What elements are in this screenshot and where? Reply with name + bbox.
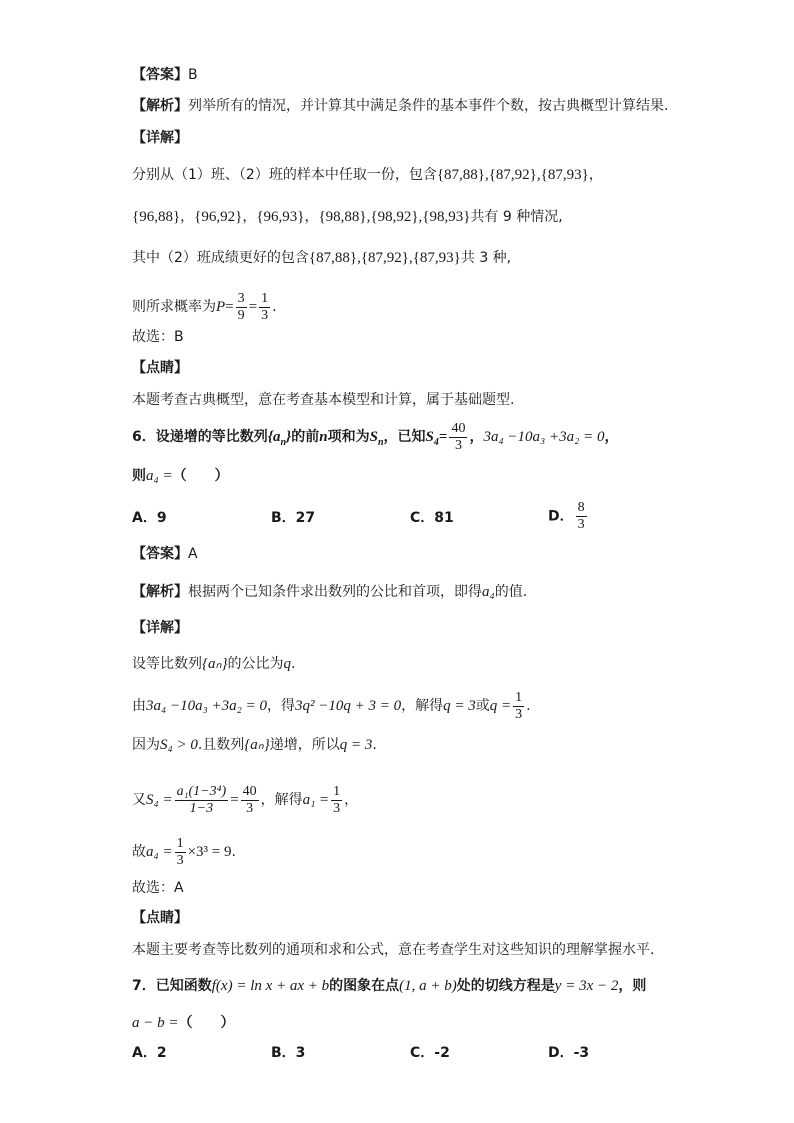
denominator: 3	[454, 437, 462, 453]
math-a4: a₄	[482, 584, 495, 600]
numerator: 8	[577, 500, 585, 515]
text: 故	[132, 844, 146, 860]
q6-comment-tag	[132, 908, 188, 928]
math: 3q² −10q + 3 = 0	[295, 698, 402, 714]
q6-detail-line-2	[132, 684, 531, 728]
numerator: 3	[237, 290, 245, 306]
denominator: 3	[577, 517, 585, 532]
text: ，已知	[383, 429, 426, 445]
denominator: 3	[246, 800, 254, 816]
numerator: 40	[451, 420, 466, 436]
text: （ ）	[172, 468, 229, 484]
q5-choice	[132, 327, 184, 347]
denominator: 1−3	[189, 800, 214, 816]
text: 或	[475, 698, 490, 714]
answer-tag: 【答案】	[132, 67, 188, 83]
detail-tag: 【详解】	[132, 130, 188, 146]
text: 6．设递增的等比数列	[132, 429, 268, 445]
answer-value: A	[188, 546, 198, 562]
answer-value: B	[188, 67, 198, 83]
comment-text: 本题主要考查等比数列的通项和求和公式，意在考查学生对这些知识的理解掌握水平.	[132, 942, 655, 958]
text: 分别从（1）班、（2）班的样本中任取一份，包含	[132, 167, 437, 183]
math-set: {96,92}	[194, 209, 243, 225]
math-set: {96,93}	[256, 209, 305, 225]
text: ，	[469, 429, 484, 445]
text: .	[526, 698, 531, 714]
text: 项和为	[327, 429, 370, 445]
s: S	[425, 429, 434, 445]
sep: ，	[242, 209, 257, 225]
numerator: 1	[515, 689, 523, 705]
math: ×3³ = 9	[187, 844, 232, 860]
math-eq: =	[248, 299, 258, 315]
q6-detail-line-5	[132, 830, 236, 874]
q5-detail-line-2	[132, 207, 563, 227]
math-p: P	[216, 299, 226, 315]
sep: ，	[304, 209, 319, 225]
seq-end: }	[286, 429, 292, 445]
q6-analysis-line	[132, 582, 527, 602]
math: a − b =	[132, 1015, 179, 1031]
comment-tag: 【点睛】	[132, 360, 188, 376]
q5-analysis-line	[132, 96, 668, 116]
numerator: 1	[176, 835, 184, 851]
math: q = 3	[443, 698, 476, 714]
q6-options	[132, 500, 692, 540]
fraction	[331, 784, 342, 817]
math-sets: {87,88},{87,92},{87,93}	[436, 167, 589, 183]
math-set: {96,88}	[132, 209, 181, 225]
numerator: a₁(1−3⁴)	[176, 783, 227, 799]
option-b[interactable]: B．27	[271, 510, 316, 526]
math-point: (1, a + b)	[399, 978, 457, 994]
text: 又	[132, 792, 146, 808]
choice-text: 故选：A	[132, 880, 184, 896]
option-b[interactable]: B．3	[271, 1045, 306, 1061]
analysis-tag: 【解析】	[132, 584, 188, 600]
sub: 4	[433, 437, 439, 448]
text: 则所求概率为	[132, 299, 216, 315]
seq: {a	[267, 429, 281, 445]
text: （ ）	[178, 1015, 235, 1031]
text: .	[231, 844, 236, 860]
math: a₁ =	[302, 792, 330, 808]
text: 共 3 种,	[460, 250, 512, 266]
math-line: y = 3x − 2	[554, 978, 619, 994]
fraction	[513, 690, 524, 723]
text: .	[272, 299, 277, 315]
numerator: 1	[333, 783, 341, 799]
math: q =	[489, 698, 512, 714]
math: a₄ =	[146, 844, 173, 860]
text: 共有 9 种情况,	[470, 209, 563, 225]
math-cond: 3a₄ −10a₃ +3a₂ = 0	[483, 429, 605, 445]
text: 的公比为	[227, 656, 284, 672]
fraction	[449, 421, 467, 454]
q6-choice	[132, 878, 184, 898]
analysis-text: 列举所有的情况，并计算其中满足条件的基本事件个数，按古典概型计算结果.	[188, 98, 669, 114]
text: ，	[588, 167, 603, 183]
text: .且数列	[197, 737, 245, 753]
math-func: f(x) = ln x + ax + b	[211, 978, 330, 994]
text: 因为	[132, 737, 160, 753]
q5-comment-tag	[132, 358, 188, 378]
q7-stem-line-1	[132, 976, 646, 996]
text: 递增，所以	[269, 737, 340, 753]
sub: n	[377, 437, 384, 448]
math: 3a₄ −10a₃ +3a₂ = 0	[146, 698, 268, 714]
q5-detail-line-3	[132, 248, 511, 268]
q6-detail-line-1	[132, 654, 295, 674]
q6-stem-line-1	[132, 415, 618, 465]
q5-detail-line-4	[132, 285, 277, 329]
math-eq: =	[225, 299, 234, 315]
sub: n	[280, 437, 287, 448]
math-eq: =	[438, 429, 448, 445]
sep: ，	[180, 209, 195, 225]
q6-comment	[132, 940, 654, 960]
q6-detail-line-3	[132, 735, 377, 755]
text: 其中（2）班成绩更好的包含	[132, 250, 309, 266]
math-n: n	[319, 429, 328, 445]
q6-answer-line	[132, 544, 198, 564]
denominator: 3	[261, 307, 269, 323]
option-c[interactable]: C．-2	[410, 1045, 450, 1061]
text: 设等比数列	[132, 656, 202, 672]
text: 的前	[291, 429, 320, 445]
q7-stem-line-2	[132, 1013, 235, 1033]
choice-text: 故选：B	[132, 329, 184, 345]
math-s4	[425, 429, 439, 448]
numerator: 1	[261, 290, 269, 306]
q5-comment	[132, 390, 514, 410]
text: .	[372, 737, 377, 753]
math-sets: {98,88},{98,92},{98,93}	[318, 209, 471, 225]
answer-tag: 【答案】	[132, 546, 188, 562]
q5-detail-line-1	[132, 165, 603, 185]
text: ，解得	[401, 698, 444, 714]
q7-options	[132, 1043, 692, 1067]
text: ，得	[267, 698, 296, 714]
option-c[interactable]: C．81	[410, 510, 454, 526]
option-d-label: D．	[548, 508, 574, 525]
detail-tag: 【详解】	[132, 620, 188, 636]
math-sets: {87,88},{87,92},{87,93}	[308, 250, 461, 266]
math-seq: {aₙ}	[244, 737, 270, 753]
q5-detail-tag	[132, 128, 188, 148]
fraction	[175, 784, 229, 817]
denominator: 3	[333, 800, 341, 816]
text: ，	[604, 429, 619, 445]
q6-stem-line-2	[132, 466, 229, 486]
fraction	[241, 784, 259, 817]
text: ，	[344, 792, 359, 808]
text: 7．已知函数	[132, 978, 212, 994]
text: 则	[132, 468, 146, 484]
math: q = 3	[339, 737, 373, 753]
denominator: 3	[515, 706, 523, 722]
math-seq	[267, 429, 292, 448]
option-d[interactable]	[548, 500, 589, 533]
math-seq: {aₙ}	[202, 656, 228, 672]
math-a4: a₄ =	[146, 468, 173, 484]
option-d[interactable]: D．-3	[548, 1045, 590, 1061]
comment-text: 本题考查古典概型，意在考查基本模型和计算，属于基础题型.	[132, 392, 515, 408]
math-eq: =	[230, 792, 239, 808]
text: .	[290, 656, 296, 672]
fraction	[175, 836, 186, 869]
fraction	[576, 500, 587, 533]
text: 由	[132, 698, 146, 714]
text: ，则	[618, 978, 647, 994]
text: 的值.	[494, 584, 528, 600]
denominator: 3	[176, 852, 184, 868]
option-a[interactable]: A．9	[132, 510, 167, 526]
s: S	[369, 429, 378, 445]
comment-tag: 【点睛】	[132, 910, 188, 926]
text: 处的切线方程是	[456, 978, 555, 994]
text: ，解得	[260, 792, 303, 808]
q5-answer-line	[132, 65, 198, 85]
denominator: 9	[237, 307, 245, 323]
fraction	[259, 291, 270, 324]
text: 的图象在点	[329, 978, 400, 994]
math-q: q	[283, 656, 291, 672]
option-a[interactable]: A．2	[132, 1045, 167, 1061]
math: S₄ > 0	[160, 737, 198, 753]
q6-detail-line-4	[132, 776, 358, 824]
analysis-tag: 【解析】	[132, 98, 188, 114]
math-sn	[369, 429, 384, 448]
text: 根据两个已知条件求出数列的公比和首项，即得	[188, 584, 482, 600]
math: S₄ =	[146, 792, 173, 808]
fraction	[236, 291, 247, 324]
numerator: 40	[242, 783, 257, 799]
q6-detail-tag	[132, 618, 188, 638]
